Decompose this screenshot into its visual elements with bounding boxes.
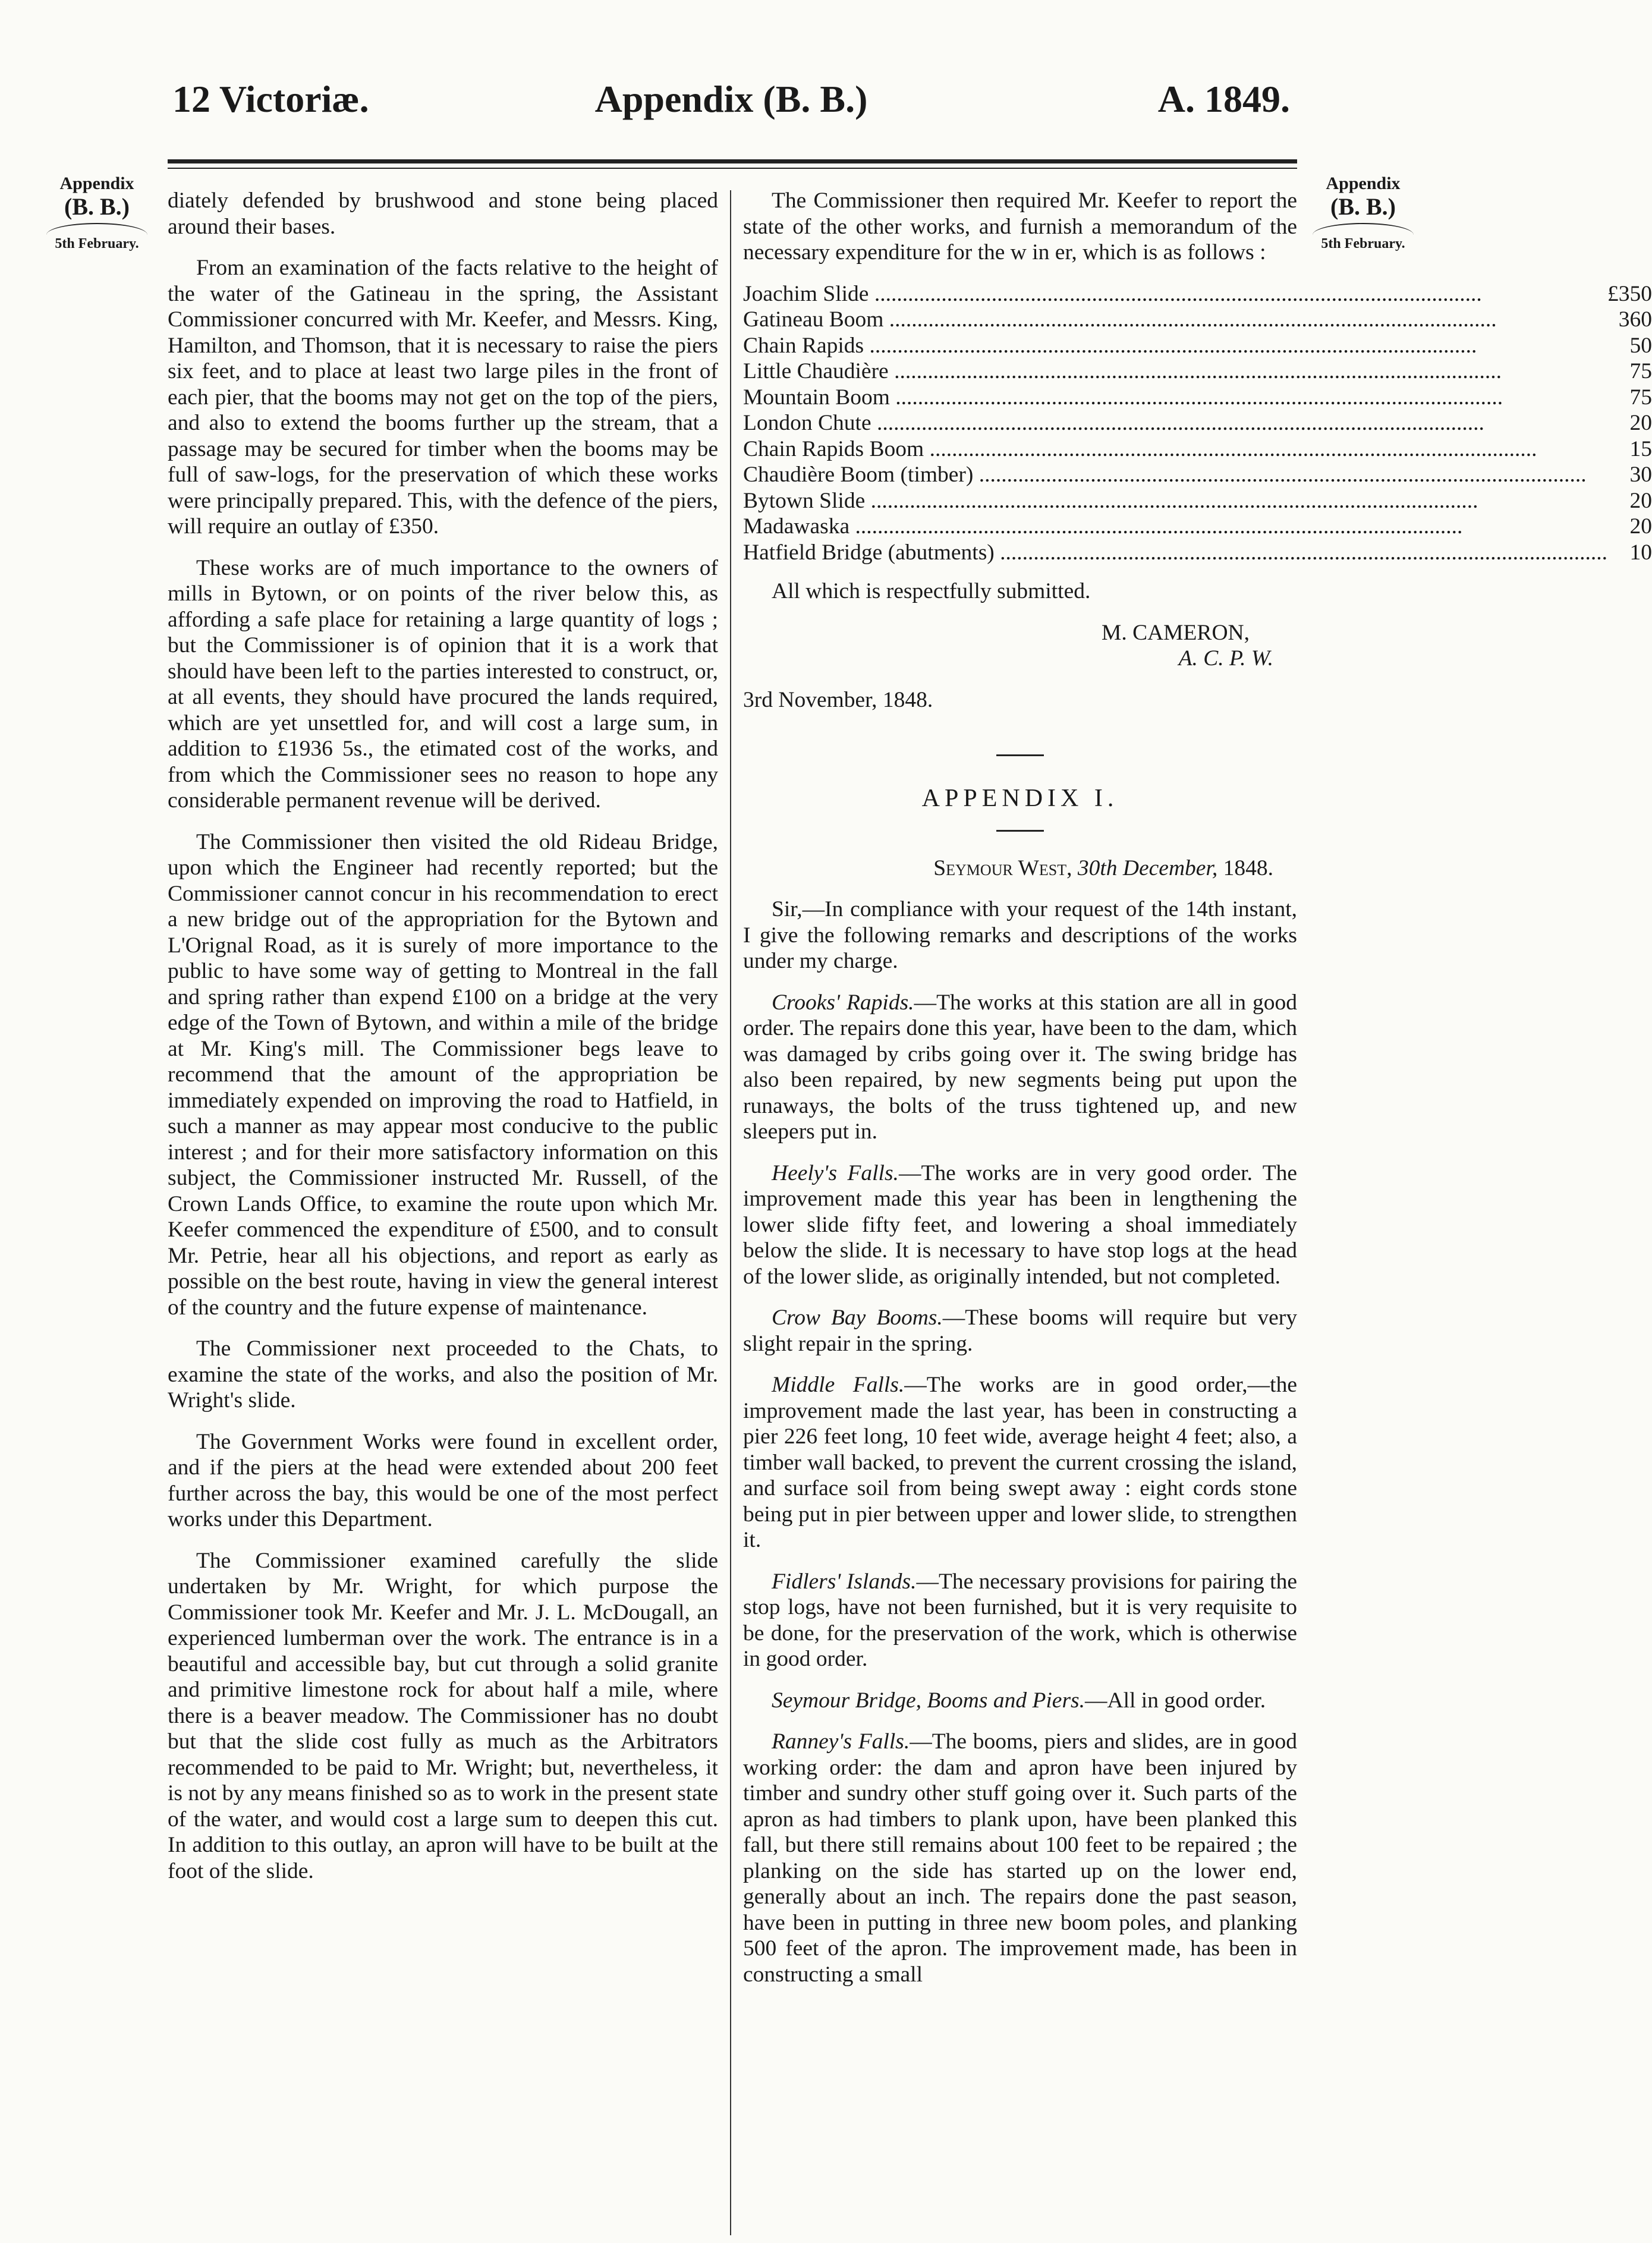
appendix-title: APPENDIX I. xyxy=(921,785,1119,812)
expenditure-table xyxy=(743,281,1652,566)
expenditure-item: Little Chaudière ..... xyxy=(743,358,1607,385)
expenditure-item: Mountain Boom ..... xyxy=(743,385,1607,411)
expenditure-amount: 75 xyxy=(1629,359,1652,383)
margin-note-right xyxy=(1301,174,1426,252)
expenditure-row xyxy=(743,540,1652,566)
header-year: A. 1849. xyxy=(1157,78,1290,120)
expenditure-item: Madawaska ..... xyxy=(743,514,1607,540)
expenditure-item: Hatfield Bridge (abutments) ..... xyxy=(743,540,1607,566)
report-section xyxy=(743,1569,1297,1672)
margin-note-left-label: Appendix xyxy=(59,174,134,193)
expenditure-row xyxy=(743,436,1652,463)
header-rule-thin xyxy=(168,168,1297,169)
expenditure-row xyxy=(743,333,1652,359)
section-text: —The works are in very good order. The improvement made this year has been in lengthening the lower slide fifty feet, and lowering a shoal immediately below the slide. It is necessary to have stop logs at the head of the lower slide, as originally intended, but not completed. xyxy=(743,1160,1297,1289)
report-section xyxy=(743,1160,1297,1290)
expenditure-amount: 30 xyxy=(1629,463,1652,487)
signature xyxy=(743,620,1297,672)
section-text: —The necessary provisions for pairing the stop logs, have not been furnished, but it is very requisite to be done, for the preservation of the work, which is otherwise in good order. xyxy=(743,1569,1297,1671)
section-heading: Crooks' Rapids. xyxy=(772,990,914,1015)
expenditure-row xyxy=(743,462,1652,488)
margin-note-left-code: (B. B.) xyxy=(64,193,130,220)
margin-brace-right xyxy=(1313,223,1414,235)
report-section xyxy=(743,1372,1297,1553)
expenditure-row xyxy=(743,358,1652,385)
header-appendix: Appendix (B. B.) xyxy=(594,78,868,120)
report-section xyxy=(743,990,1297,1145)
expenditure-amount: 75 xyxy=(1629,385,1652,410)
place-date xyxy=(743,855,1297,882)
expenditure-amount: 15 xyxy=(1629,436,1652,461)
signature-title: A. C. P. W. xyxy=(1178,646,1273,671)
column-divider xyxy=(730,190,731,2235)
expenditure-row xyxy=(743,307,1652,333)
section-text: —These booms will require but very slight repair in the spring. xyxy=(743,1305,1298,1356)
section-text: —The works are in good order,—the improvement made the last year, has been in constructing a pier 226 feet long, 10 feet wide, average height 4 feet; also, a timber wall backed, to prevent the current crossing the island, and surface soil from being swept away : eight cords stone being put in pier between upper and lower slide, to strengthen it. xyxy=(743,1373,1297,1552)
expenditure-row xyxy=(743,514,1652,540)
report-section xyxy=(743,1729,1297,1987)
expenditure-row xyxy=(743,281,1652,307)
expenditure-row xyxy=(743,488,1652,514)
place-year: 1848. xyxy=(1223,855,1273,880)
expenditure-amount: 360 xyxy=(1618,307,1652,332)
paragraph: The Commissioner then visited the old Rideau Bridge, upon which the Engineer had recently reported; but the Commissioner cannot concur in his recommendation to erect a new bridge out of the appropriation for the Bytown and L'Orignal Road, as it is surely of more importance to the public to have some way of getting to Montreal in the fall and spring rather than expend £100 on a bridge at the very edge of the Town of Bytown, and within a mile of the bridge at Mr. King's mill. The Commissioner begs leave to recommend that the amount of the appropriation be immediately expended on improving the road to Hatfield, in such a manner as may appear most conducive to the public interest ; and for their more satisfactory information on this subject, the Commissioner instructed Mr. Russell, of the Crown Lands Office, to examine the route upon which Mr. Keefer commenced the expenditure of £500, and to consult Mr. Petrie, hear all his objections, and report as early as possible on the best route, having in view the general interest of the country and the future expense of maintenance. xyxy=(168,829,718,1320)
margin-brace-left xyxy=(46,223,147,235)
header-session: 12 Victoriæ. xyxy=(172,78,369,120)
expenditure-item: Chain Rapids Boom ..... xyxy=(743,436,1607,463)
expenditure-row xyxy=(743,385,1652,411)
expenditure-item: Chaudière Boom (timber) ..... xyxy=(743,462,1607,488)
place-name: Seymour West, xyxy=(933,855,1072,880)
margin-note-right-date: 5th February. xyxy=(1321,236,1405,251)
section-text: —All in good order. xyxy=(1085,1688,1266,1713)
margin-note-left xyxy=(34,174,159,252)
report-section xyxy=(743,1688,1297,1714)
margin-note-right-label: Appendix xyxy=(1326,174,1401,193)
section-heading: Heely's Falls. xyxy=(772,1160,899,1185)
paragraph: The Commissioner then required Mr. Keefer to report the state of the other works, and furnish a memorandum of the necessary expenditure for the w in er, which is as follows : xyxy=(743,188,1297,265)
report-sections xyxy=(743,990,1297,1988)
expenditure-row xyxy=(743,410,1652,436)
report-section xyxy=(743,1305,1297,1357)
paragraph: diately defended by brushwood and stone being placed around their bases. xyxy=(168,188,718,239)
expenditure-item: Joachim Slide ..... xyxy=(743,281,1607,307)
margin-note-left-date: 5th February. xyxy=(55,236,139,251)
left-column xyxy=(168,188,718,1899)
document-date: 3rd November, 1848. xyxy=(743,687,933,712)
paragraph: The Commissioner next proceeded to the Chats, to examine the state of the works, and also the position of Mr. Wright's slide. xyxy=(168,1336,718,1413)
expenditure-item: Chain Rapids ..... xyxy=(743,333,1607,359)
paragraph: From an examination of the facts relative to the height of the water of the Gatineau in the spring, the Assistant Commissioner concurred with Mr. Keefer, and Messrs. King, Hamilton, and Thomson, that it is necessary to raise the piers six feet, and to place at least two large piles in the front of each pier, that the booms may not get on the top of the piers, and also to extend the booms further up the stream, that a passage may be secured for timber when the booms may be full of saw-logs, for the preservation of which these works were principally prepared. This, with the defence of the piers, will require an outlay of £350. xyxy=(168,256,718,539)
expenditure-amount: 20 xyxy=(1629,488,1652,513)
header-rule-thick xyxy=(168,159,1297,163)
section-heading: Middle Falls. xyxy=(772,1373,905,1397)
expenditure-amount: £350 xyxy=(1607,281,1652,306)
salutation-paragraph: Sir,—In compliance with your request of the 14th instant, I give the following remarks and descriptions of the works under my charge. xyxy=(743,897,1297,973)
page-header xyxy=(166,77,1296,131)
expenditure-item: Gatineau Boom ..... xyxy=(743,307,1607,333)
section-heading: Ranney's Falls. xyxy=(772,1729,910,1754)
expenditure-item: London Chute ..... xyxy=(743,410,1607,436)
section-rule xyxy=(996,830,1044,832)
section-heading: Crow Bay Booms. xyxy=(772,1305,943,1330)
expenditure-amount: 20 xyxy=(1629,411,1652,435)
section-rule xyxy=(996,754,1044,756)
section-text: —The booms, piers and slides, are in good working order: the dam and apron have been injured by timber and sundry other stuff going over it. Such parts of the apron as had timbers to plank upon, have been planked this fall, but there still remains about 100 feet to be repaired ; the planking on the side has started up on the lower end, generally about an inch. The repairs done the past season, have been in putting in three new boom poles, and planking 500 feet of the apron. The improvement made, has been in constructing a small xyxy=(743,1729,1297,1987)
expenditure-amount: 50 xyxy=(1629,333,1652,358)
expenditure-amount: 10 xyxy=(1629,540,1652,565)
section-text: —The works at this station are all in good order. The repairs done this year, have been to the dam, which was damaged by cribs going over it. The swing bridge has also been repaired, by new segments being put upon the runaways, the bolts of the truss tightened up, and new sleepers put in. xyxy=(743,990,1297,1144)
submission-line: All which is respectfully submitted. xyxy=(772,579,1091,603)
expenditure-amount: 20 xyxy=(1629,514,1652,539)
paragraph: The Commissioner examined carefully the slide undertaken by Mr. Wright, for which purpose the Commissioner took Mr. Keefer and Mr. J. L. McDougall, an experienced lumberman over the work. The entrance is in a beautiful and accessible bay, but cut through a solid granite and primitive limestone rock for about half a mile, where there is a beaver meadow. The Commissioner has no doubt but that the slide cost fully as much as the Arbitrators recommended to be paid to Mr. Wright; but, nevertheless, it is not by any means finished so as to work in the present state of the water, and would cost a large sum to deepen this cut. In addition to this outlay, an apron will have to be built at the foot of the slide. xyxy=(168,1548,718,1883)
paragraph: The Government Works were found in excellent order, and if the piers at the head were extended about 200 feet further across the bay, this would be one of the most perfect works under this Department. xyxy=(168,1429,718,1531)
place-day: 30th December, xyxy=(1077,855,1218,880)
section-heading: Fidlers' Islands. xyxy=(772,1569,917,1594)
signature-name: M. CAMERON, xyxy=(1102,620,1250,645)
margin-note-right-code: (B. B.) xyxy=(1330,193,1396,220)
expenditure-item: Bytown Slide ..... xyxy=(743,488,1607,514)
section-heading: Seymour Bridge, Booms and Piers. xyxy=(772,1688,1085,1713)
paragraph: These works are of much importance to the owners of mills in Bytown, or on points of the river below this, as affording a safe place for retaining a large quantity of logs ; but the Commissioner is of opinion that it is a work that should have been left to the parties interested to construct, or, at all events, they should have procured the lands required, which are yet unsettled for, and will cost a large sum, in addition to £1936 5s., the etimated cost of the works, and from which the Commissioner sees no reason to hope any considerable permanent revenue will be derived. xyxy=(168,555,718,813)
